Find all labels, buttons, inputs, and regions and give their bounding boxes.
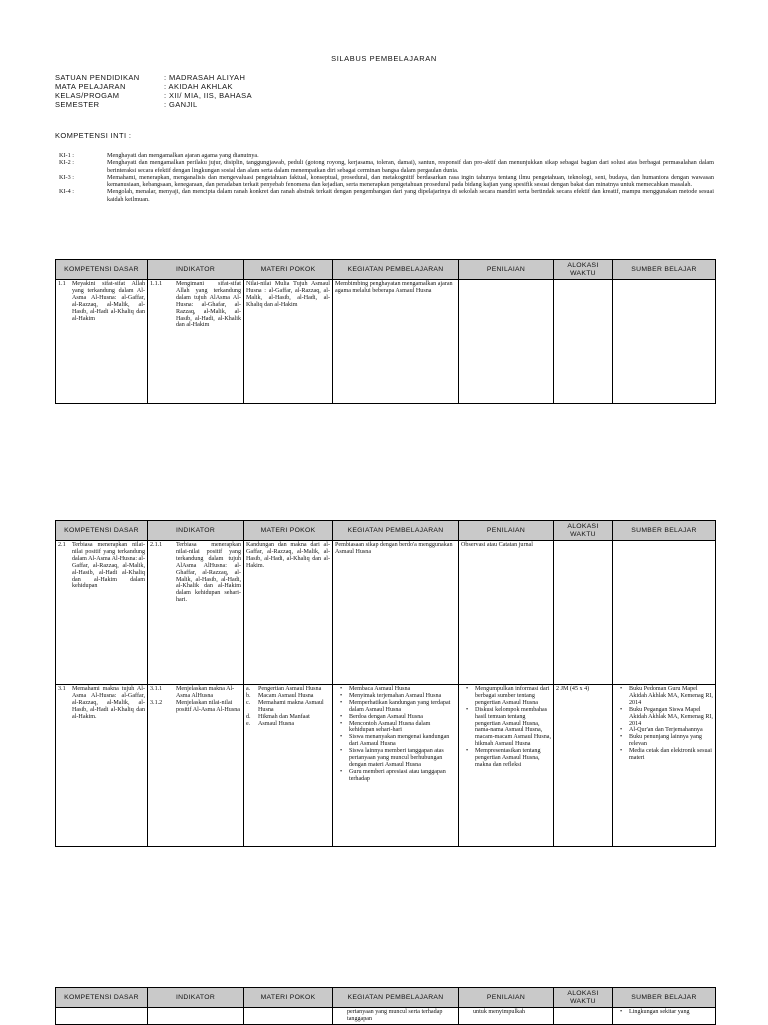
materi-cell: Kandungan dan makna dari al-Gaffar, al-Razzaq, al-Malik, al-Hasib, al-Hadi, al-Khaliq dan al-Hakim. [244,541,333,685]
header-kompetensi-dasar: KOMPETENSI DASAR [56,260,148,280]
list-item: • Membaca Asmaul Husna [349,686,456,693]
ki-item: KI-3 : Memahami, menerapkan, menganalisis dan mengevaluasi pengetahuan faktual, konseptual, prosedural, dan metakognitif berdasarkan rasa ingin tahunya tentang ilmu pengetahuan, teknologi, seni, budaya, dan humaniora dengan wawasan kemanusiaan, kebangsaan, kenegaraan, dan peradaban terkait penyebab fenomena dan kejadian, serta menerapkan pengetahuan prosedural pada bidang kajian yang spesifik sesuai dengan bakat dan minatnya untuk memecahkan masalah. [59,173,714,189]
document-title: SILABUS PEMBELAJARAN [331,54,437,63]
syllabus-table-3 [55,987,716,1025]
header-sumber-belajar: SUMBER BELAJAR [613,260,716,280]
header-materi-pokok: MATERI POKOK [244,988,333,1008]
indikator-cell: 2.1.1 Terbiasa menerapkan nilai-nilai positif yang terkandung dalam tujuh AlAsma AlHusna: al-Ghaffar, al-Razzaq, al-Malik, al-Hasib, al-Hadi, al-Khalik dan al-Hakim dalam kehidupan sehari-hari. [148,541,244,685]
materi-cell [244,685,333,847]
kegiatan-cell [333,685,459,847]
table-header-row [56,521,716,541]
kd-cell: 1.1 Meyakini sifat-sifat Allah yang terkandung dalam Al-Asma Al-Husna: al-Gaffar, al-Razzaq, al-Malik, al-Hasib, al-Hadi al-Khaliq dan al-Hakim [56,280,148,404]
list-item: d. Hikmah dan Manfaat [246,713,310,720]
kegiatan-list [335,686,456,783]
alokasi-cell [554,280,613,404]
list-item: e. Asmaul Husna [246,720,295,727]
penilaian-cell [459,280,554,404]
indikator-cell [148,1008,244,1025]
list-item: • Lingkungan sekitar yang [629,1009,713,1016]
sumber-list [615,686,713,762]
header-alokasi-waktu: ALOKASI WAKTU [554,988,613,1008]
header-kegiatan: KEGIATAN PEMBELAJARAN [333,521,459,541]
header-materi-pokok: MATERI POKOK [244,260,333,280]
list-item: • Diskusi kelompok membahas hasil temuan tentang pengertian Asmaul Husna, nama-nama Asmaul Husna, macam-macam Asmaul Husna, hikmah Asmaul Husna [475,707,551,748]
header-penilaian: PENILAIAN [459,521,554,541]
ki-item: KI-4 : Mengolah, menalar, menyaji, dan mencipta dalam ranah konkret dan ranah abstrak terkait dengan pengembangan dari yang dipelajarinya di sekolah secara mandiri serta bertindak secara efektif dan kreatif, mampu menggunakan metode sesuai kaidah keilmuan. [59,188,714,203]
list-item: • Buku Pegangan Siswa Mapel Akidah Akhlak MA, Kemenag RI, 2014 [629,707,713,728]
list-item: c. Memahami makna Asmaul Husna [246,699,324,713]
list-item: • Berdoa dengan Asmaul Husna [349,714,456,721]
list-item: • Siswa lainnya memberi tanggapan atas pertanyaan yang muncul berhubungan dengan materi Asmaul Husna [349,748,456,769]
header-kompetensi-dasar: KOMPETENSI DASAR [56,988,148,1008]
ki-list [59,152,714,203]
sumber-list [615,1009,713,1016]
kegiatan-cell: Pembiasaan sikap dengan berdo'a menggunakan Asmaul Husna [333,541,459,685]
header-indikator: INDIKATOR [148,521,244,541]
sumber-cell [613,541,716,685]
identity-row: SEMESTER : GANJIL [55,100,198,109]
table-row [56,541,716,685]
list-item: • Menyimak terjemahan Asmaul Husna [349,693,456,700]
sumber-cell [613,1008,716,1025]
header-penilaian: PENILAIAN [459,260,554,280]
materi-list [246,686,330,727]
materi-cell [244,1008,333,1025]
list-item: • Buku penunjang lainnya yang relevan [629,734,713,748]
table-header-row [56,260,716,280]
materi-cell: Nilai-nilai Mulia Tujuh Asmaul Husna : al-Gaffar, al-Razzaq, al-Malik, al-Hasib, al-Hadi, al-Khaliq dan al-Hakim [244,280,333,404]
ki-item: KI-1 : Menghayati dan mengamalkan ajaran agama yang dianutnya. [59,152,259,159]
penilaian-cell: Observasi atau Catatan jurnal [459,541,554,685]
identity-row: KELAS/PROGAM : XII/ MIA, IIS, BAHASA [55,91,252,100]
list-item: • Media cetak dan elektronik sesuai materi [629,748,713,762]
penilaian-cell [459,685,554,847]
header-indikator: INDIKATOR [148,260,244,280]
list-item: b. Macam Asmaul Husna [246,692,314,699]
list-item: • Mengumpulkan informasi dari berbagai sumber tentang pengertian Asmaul Husna [475,686,551,707]
sumber-cell [613,685,716,847]
kd-cell: 2.1 Terbiasa menerapkan nilai-nilai positif yang terkandung dalam Al-Asma Al-Husna: al-Gaffar, al-Razzaq, al-Malik, al-Hasib, al-Hadi al-Khaliq dan al-Hakim dalam kehidupan [56,541,148,685]
penilaian-cell: untuk menyimpulkah [459,1008,554,1025]
header-penilaian: PENILAIAN [459,988,554,1008]
list-item: • Guru memberi apresiasi atau tanggapan terhadap [349,769,456,783]
alokasi-cell: 2 JM (45 x 4) [554,685,613,847]
alokasi-cell [554,541,613,685]
list-item: • Mencontoh Asmaul Husna dalam kehidupan sehari-hari [349,721,456,735]
header-sumber-belajar: SUMBER BELAJAR [613,521,716,541]
indikator-cell: 3.1.1 Menjelaskan makna Al-Asma AlHusna 3.1.2 Menjelaskan nilai-nilai positif Al-Asma Al-Husna [148,685,244,847]
kegiatan-cell: pertanyaan yang muncul serta terhadap tanggapan [333,1008,459,1025]
header-indikator: INDIKATOR [148,988,244,1008]
syllabus-table-1 [55,259,716,404]
header-kegiatan: KEGIATAN PEMBELAJARAN [333,988,459,1008]
table-header-row [56,988,716,1008]
penilaian-list [461,686,551,769]
header-alokasi-waktu: ALOKASI WAKTU [554,260,613,280]
list-item: • Siswa menanyakan mengenai kandungan dari Asmaul Husna [349,734,456,748]
ki-item: KI-2 : Menghayati dan mengamalkan perilaku jujur, disiplin, tanggungjawab, peduli (gotong royong, kerjasama, toleran, damai), santun, responsif dan pro-aktif dan menunjukkan sikap sebagai bagian dari solusi atas berbagai permasalahan dalam berinteraksi secara efektif dengan lingkungan sosial dan alam serta dalam menempatkan diri sebagai cerminan bangsa dalam pergaulan dunia. [59,159,714,174]
list-item: • Al-Qur'an dan Terjemahannya [629,727,713,734]
kd-cell: 3.1 Memahami makna tujuh Al-Asma Al-Husna: al-Gaffar, al-Razzaq, al-Malik, al-Hasib, al-Hadi al-Khaliq dan al-Hakim. [56,685,148,847]
header-kompetensi-dasar: KOMPETENSI DASAR [56,521,148,541]
header-sumber-belajar: SUMBER BELAJAR [613,988,716,1008]
table-row [56,685,716,847]
identity-row: SATUAN PENDIDIKAN : MADRASAH ALIYAH [55,73,246,82]
identity-row: MATA PELAJARAN : AKIDAH AKHLAK [55,82,233,91]
header-materi-pokok: MATERI POKOK [244,521,333,541]
table-row [56,1008,716,1025]
list-item: • Mempresentasikan tentang pengertian Asmaul Husna, makna dan refleksi [475,748,551,769]
list-item: a. Pengertian Asmaul Husna [246,686,322,692]
ki-heading: KOMPETENSI INTI : [55,131,132,140]
alokasi-cell [554,1008,613,1025]
identity-block [55,73,252,109]
syllabus-table-2 [55,520,716,847]
table-row [56,280,716,404]
kegiatan-cell: Membimbing penghayatan mengamalkan ajaran agama melalui beberapa Asmaul Husna [333,280,459,404]
header-alokasi-waktu: ALOKASI WAKTU [554,521,613,541]
list-item: • Memperhatikan kandungan yang terdapat dalam Asmaul Husna [349,700,456,714]
sumber-cell [613,280,716,404]
list-item: • Buku Pedoman Guru Mapel Akidah Akhlak MA, Kemenag RI, 2014 [629,686,713,707]
header-kegiatan: KEGIATAN PEMBELAJARAN [333,260,459,280]
kd-cell [56,1008,148,1025]
indikator-cell: 1.1.1 Mengimani sifat-sifat Allah yang terkandung dalam tujuh AlAsma Al-Husna: al-Ghafar, al-Razzaq, al-Malik, al-Hasib, al-Hadi, al-Khalik dan al-Hakim [148,280,244,404]
